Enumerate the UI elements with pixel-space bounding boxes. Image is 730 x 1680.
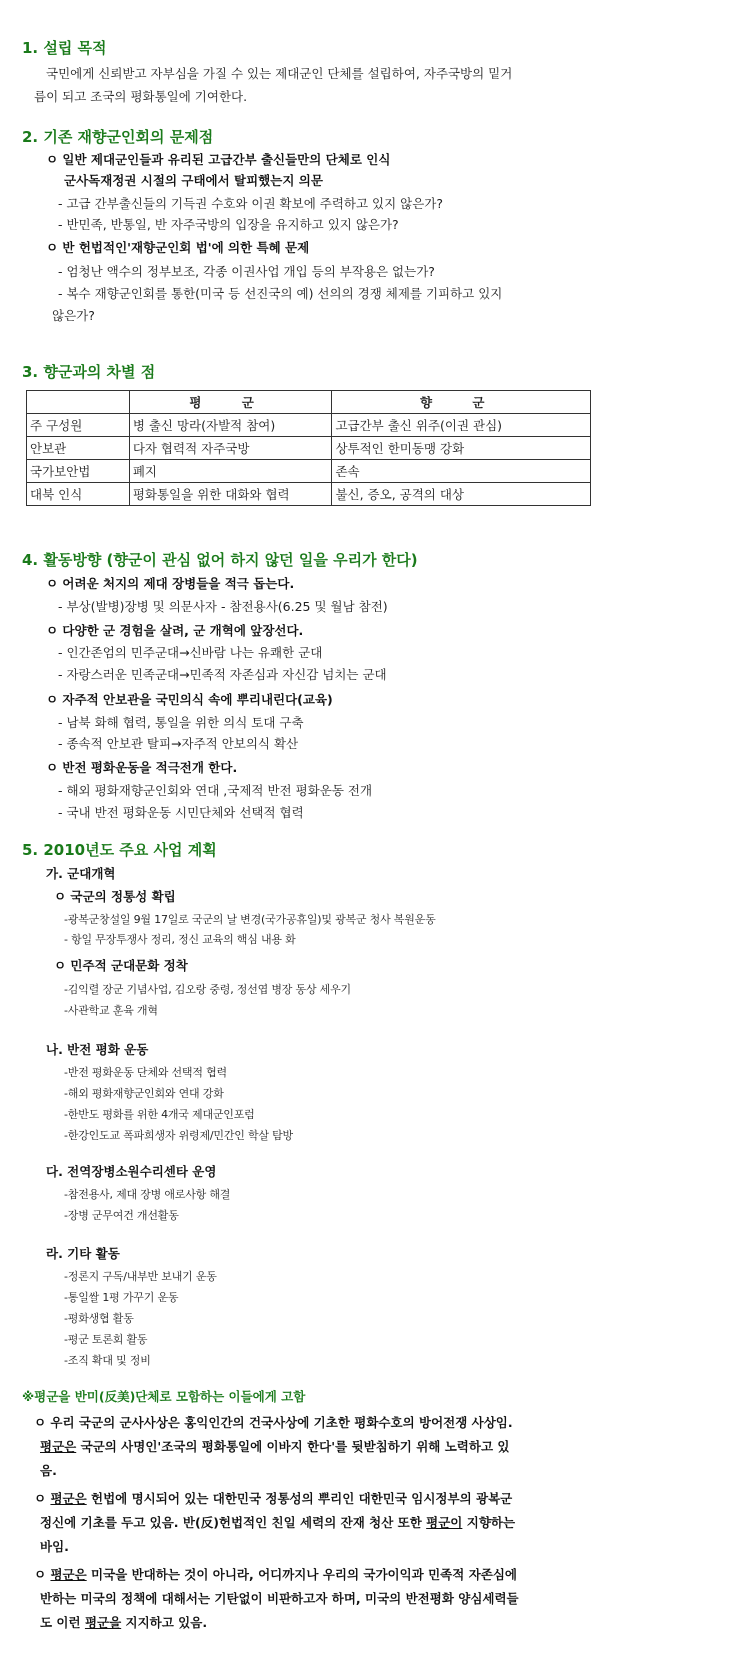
note-paragraph-1-line-3: 음.	[40, 1463, 57, 1478]
section-5-ga-bullet-2-dash-2: -사관학교 훈육 개혁	[64, 1004, 158, 1017]
note-text: 지지하고 있음.	[121, 1615, 208, 1630]
note-text: 국군의 사명인'조국의 평화통일에 이바지 한다'를 뒷받침하기 위해 노력하고 있	[76, 1439, 510, 1454]
note-paragraph-1-line-2	[40, 1437, 509, 1455]
table-cell: 국가보안법	[27, 460, 130, 483]
table-cell: 폐지	[129, 460, 332, 483]
section-2-dash-4-line-1: - 복수 재향군인회를 통한(미국 등 선진국의 예) 선의의 경쟁 체제를 기피하고 있지	[58, 286, 503, 301]
section-4-bullet-2-dash-1: - 인간존엄의 민주군대→신바람 나는 유쾌한 군대	[58, 645, 323, 660]
section-1-heading: 1. 설립 목적	[22, 39, 107, 57]
table-cell: 상투적인 한미동맹 강화	[332, 437, 591, 460]
section-5-na-dash-4: -한강인도교 폭파희생자 위령제/민간인 학살 탐방	[64, 1129, 293, 1142]
section-4-bullet-3: ㅇ 자주적 안보관을 국민의식 속에 뿌리내린다(교육)	[46, 692, 333, 707]
note-paragraph-3-line-1	[34, 1565, 517, 1583]
note-paragraph-3-line-2: 반하는 미국의 정책에 대해서는 기탄없이 비판하고자 하며, 미국의 반전평화 양심세력들	[40, 1591, 519, 1606]
comparison-table	[26, 390, 591, 506]
section-5-ra-dash-2: -통일쌀 1평 가꾸기 운동	[64, 1291, 179, 1304]
section-5-subsection-ra: 라. 기타 활동	[46, 1246, 120, 1261]
section-4-bullet-3-dash-1: - 남북 화해 협력, 통일을 위한 의식 토대 구축	[58, 715, 304, 730]
table-cell: 고급간부 출신 위주(이권 관심)	[332, 414, 591, 437]
table-header-cell: 향 군	[332, 391, 591, 414]
section-5-ga-bullet-1-dash-1: -광복군창설일 9월 17일로 국군의 날 변경(국가공휴일)및 광복군 청사 복원운동	[64, 913, 436, 926]
section-5-na-dash-3: -한반도 평화를 위한 4개국 제대군인포럼	[64, 1108, 255, 1121]
section-5-ga-bullet-2-dash-1: -김익렬 장군 기념사업, 김오랑 중령, 정선엽 병장 동상 세우기	[64, 983, 351, 996]
note-paragraph-2-line-2	[40, 1513, 515, 1531]
pyeonggun-term: 평군을	[84, 1615, 122, 1630]
note-paragraph-2-line-1	[34, 1489, 512, 1507]
table-cell: 대북 인식	[27, 483, 130, 506]
pyeonggun-term: 평군은	[50, 1491, 87, 1506]
section-2-dash-1: - 고급 간부출신들의 기득권 수호와 이권 확보에 주력하고 있지 않은가?	[58, 196, 444, 211]
section-5-subsection-ga: 가. 군대개혁	[46, 866, 116, 881]
table-header-cell	[27, 391, 130, 414]
section-5-ga-bullet-1: ㅇ 국군의 정통성 확립	[54, 889, 176, 904]
table-cell: 주 구성원	[27, 414, 130, 437]
section-2-bullet-1-line-2: 군사독재정권 시절의 구태에서 탈피했는지 의문	[64, 173, 323, 188]
section-4-heading: 4. 활동방향 (향군이 관심 없어 하지 않던 일을 우리가 한다)	[22, 551, 418, 569]
section-4-bullet-3-dash-2: - 종속적 안보관 탈피→자주적 안보의식 확산	[58, 736, 299, 751]
section-5-ra-dash-1: -정론지 구독/내부반 보내기 운동	[64, 1270, 217, 1283]
section-2-dash-3: - 엄청난 액수의 정부보조, 각종 이권사업 개입 등의 부작용은 없는가?	[58, 264, 435, 279]
section-5-na-dash-1: -반전 평화운동 단체와 선택적 협력	[64, 1066, 227, 1079]
pyeonggun-term: 평군이	[426, 1515, 463, 1530]
section-5-ga-bullet-1-dash-2: - 항일 무장투쟁사 정리, 정신 교육의 핵심 내용 화	[64, 933, 296, 946]
section-3-heading: 3. 향군과의 차별 점	[22, 363, 156, 381]
note-bullet: ㅇ	[34, 1491, 51, 1506]
table-cell: 안보관	[27, 437, 130, 460]
table-cell: 존속	[332, 460, 591, 483]
section-4-bullet-2-dash-2: - 자랑스러운 민족군대→민족적 자존심과 자신감 넘치는 군대	[58, 667, 387, 682]
note-text: 정신에 기초를 두고 있음. 반(反)헌법적인 친일 세력의 잔재 청산 또한	[40, 1515, 427, 1530]
table-header-cell: 평 군	[129, 391, 332, 414]
pyeonggun-term: 평군은	[40, 1439, 77, 1454]
section-5-ra-dash-3: -평화생협 활동	[64, 1312, 134, 1325]
section-5-da-dash-2: -장병 군무여건 개선활동	[64, 1209, 179, 1222]
section-2-heading: 2. 기존 재향군인회의 문제점	[22, 128, 214, 146]
section-4-bullet-2: ㅇ 다양한 군 경험을 살려, 군 개혁에 앞장선다.	[46, 623, 304, 638]
table-row	[27, 437, 591, 460]
section-4-bullet-4: ㅇ 반전 평화운동을 적극전개 한다.	[46, 760, 238, 775]
section-5-ga-bullet-2: ㅇ 민주적 군대문화 정착	[54, 958, 188, 973]
section-1-text-line-2: 름이 되고 조국의 평화통일에 기여한다.	[34, 89, 248, 104]
note-text: 헌법에 명시되어 있는 대한민국 정통성의 뿌리인 대한민국 임시정부의 광복군	[86, 1491, 513, 1506]
section-5-ra-dash-5: -조직 확대 및 정비	[64, 1354, 151, 1367]
section-2-bullet-1-line-1: ㅇ 일반 제대군인들과 유리된 고급간부 출신들만의 단체로 인식	[46, 152, 391, 167]
section-4-bullet-1-dash-1: - 부상(발병)장병 및 의문사자 - 참전용사(6.25 및 월남 참전)	[58, 599, 388, 614]
section-5-heading: 5. 2010년도 주요 사업 계획	[22, 841, 217, 859]
table-cell: 평화통일을 위한 대화와 협력	[129, 483, 332, 506]
table-header-row	[27, 391, 591, 414]
section-5-subsection-na: 나. 반전 평화 운동	[46, 1042, 149, 1057]
note-bullet: ㅇ	[34, 1567, 51, 1582]
section-5-da-dash-1: -참전용사, 제대 장병 애로사항 해결	[64, 1188, 231, 1201]
section-5-na-dash-2: -해외 평화재향군인회와 연대 강화	[64, 1087, 224, 1100]
section-4-bullet-4-dash-2: - 국내 반전 평화운동 시민단체와 선택적 협력	[58, 805, 304, 820]
section-4-bullet-4-dash-1: - 해외 평화재향군인회와 연대 ,국제적 반전 평화운동 전개	[58, 783, 373, 798]
note-text: 지향하는	[462, 1515, 516, 1530]
note-paragraph-1-line-1: ㅇ 우리 국군의 군사사상은 홍익인간의 건국사상에 기초한 평화수호의 방어전쟁 사상임.	[34, 1415, 513, 1430]
section-5-ra-dash-4: -평군 토론회 활동	[64, 1333, 148, 1346]
table-row	[27, 460, 591, 483]
section-4-bullet-1: ㅇ 어려운 처지의 제대 장병들을 적극 돕는다.	[46, 576, 295, 591]
table-row	[27, 483, 591, 506]
note-paragraph-2-line-3: 바임.	[40, 1539, 69, 1554]
section-2-bullet-2: ㅇ 반 헌법적인'재향군인회 법'에 의한 특혜 문제	[46, 240, 310, 255]
note-text: 미국을 반대하는 것이 아니라, 어디까지나 우리의 국가이익과 민족적 자존심에	[86, 1567, 517, 1582]
table-cell: 불신, 증오, 공격의 대상	[332, 483, 591, 506]
section-2-dash-2: - 반민족, 반통일, 반 자주국방의 입장을 유지하고 있지 않은가?	[58, 217, 399, 232]
pyeonggun-term: 평군은	[50, 1567, 87, 1582]
section-2-dash-4-line-2: 않은가?	[52, 308, 95, 323]
section-5-subsection-da: 다. 전역장병소원수리센타 운영	[46, 1164, 217, 1179]
table-row	[27, 414, 591, 437]
note-text: 도 이런	[40, 1615, 85, 1630]
note-heading: ※평군을 반미(反美)단체로 모함하는 이들에게 고함	[22, 1389, 306, 1404]
section-1-text-line-1: 국민에게 신뢰받고 자부심을 가질 수 있는 제대군인 단체를 설립하여, 자주국방의 밑거	[46, 66, 513, 81]
table-cell: 병 출신 망라(자발적 참여)	[129, 414, 332, 437]
note-paragraph-3-line-3	[40, 1613, 207, 1631]
table-cell: 다자 협력적 자주국방	[129, 437, 332, 460]
